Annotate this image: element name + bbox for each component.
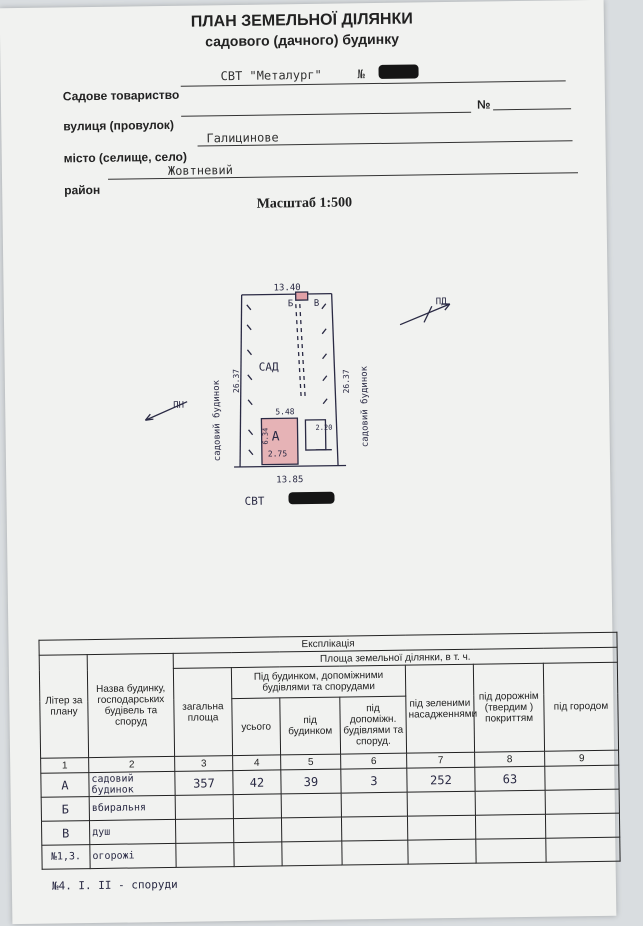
right-neighbor-label: садовий будинок [359, 365, 371, 448]
top-dimension: 13.40 [273, 283, 301, 294]
small-dimension: 2.20 [315, 423, 333, 432]
area-header: Площа земельної ділянки, в т. ч. [173, 647, 617, 668]
plot-bottom-boundary [234, 465, 346, 467]
table-row: Б вбиральня [41, 789, 619, 821]
plot-right-boundary [332, 294, 338, 466]
street-label: вулиця (провулок) [63, 117, 174, 134]
path-dashed [296, 304, 301, 396]
building-width: 5.48 [275, 407, 295, 417]
south-arrow-label: ПД [435, 297, 447, 308]
table-title: Експлікація [39, 632, 617, 655]
table-row: В душ [41, 813, 619, 845]
building-letter: А [271, 429, 280, 445]
toilet-shed [296, 292, 308, 300]
document-subtitle: садового (дачного) будинку [205, 30, 400, 50]
col-liter: Літер за плану [39, 655, 88, 759]
south-neighbor-label: СВТ [244, 494, 265, 508]
scale-label: Масштаб 1:500 [256, 195, 353, 212]
redacted-neighbor [288, 492, 334, 505]
plot-top-boundary [242, 294, 332, 295]
table-row: А садовий будинок 357 42 39 3 252 63 [41, 765, 619, 797]
building-depth: 6.34 [261, 427, 270, 445]
garden-label: САД [258, 360, 279, 374]
col-aux: під допоміжн. будівлями та споруд. [340, 696, 407, 754]
building-area: 2.75 [267, 449, 288, 459]
col-green: під зеленими насадженнями [405, 664, 474, 753]
col-all: усього [232, 698, 281, 756]
city-label: місто (селище, село) [63, 149, 188, 166]
col-total: загальна площа [173, 668, 232, 757]
col-garden: під городом [543, 662, 618, 751]
explication-table [38, 632, 620, 870]
number-sign: № [357, 67, 365, 82]
fence-ticks-right [322, 304, 327, 404]
column-numbers-row: 1 2 3 4 5 6 7 8 9 [41, 750, 619, 773]
bottom-dimension: 13.85 [276, 475, 304, 486]
table-row: №1,3. огорожі [42, 837, 620, 869]
toilet-letter: Б [287, 299, 294, 310]
society-label: Садове товариство [62, 87, 180, 104]
city-value: Галицинове [206, 130, 279, 146]
north-arrow-label: ПН [173, 400, 185, 411]
shed-letter: В [313, 298, 320, 309]
col-name: Назва будинку, господарських будівель та споруд [87, 653, 174, 757]
fence-ticks-left [247, 305, 253, 455]
district-label: район [64, 182, 101, 198]
left-neighbor-label: садовий будинок [211, 379, 223, 462]
col-road: під дорожнім (твердим ) покриттям [473, 663, 544, 752]
under-buildings-header: Під будинком, допоміжними будівлями та спорудами [231, 665, 405, 698]
col-house: під будинком [280, 697, 341, 755]
left-dimension: 26.37 [231, 368, 242, 394]
footnote: №4. І. ІІ - споруди [51, 877, 178, 893]
society-value: СВТ "Металург" [220, 67, 322, 84]
right-dimension: 26.37 [341, 369, 352, 394]
district-value: Жовтневий [167, 163, 234, 178]
document-title: ПЛАН ЗЕМЕЛЬНОЇ ДІЛЯНКИ [190, 10, 413, 31]
street-number-sign: № [476, 97, 491, 112]
